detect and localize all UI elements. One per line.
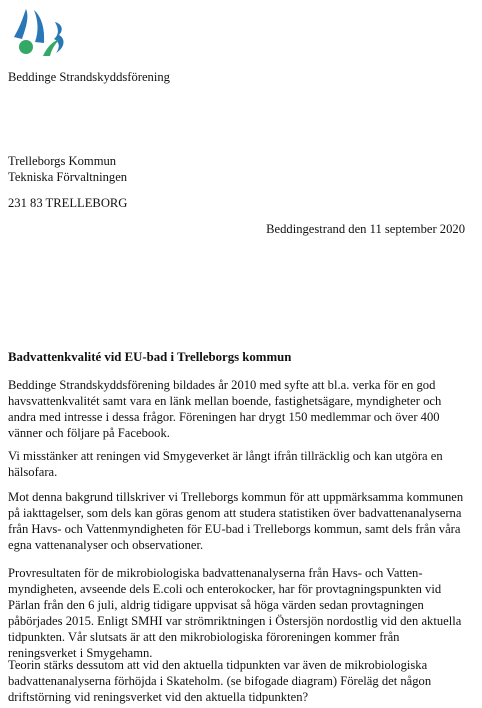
recipient-line-1: Trelleborgs Kommun xyxy=(8,154,117,168)
body-paragraph-2: Vi misstänker att reningen vid Smygeverket är långt ifrån tillräcklig och kan utgöra en hälsofara. xyxy=(8,449,443,479)
logo-blue-wave-left xyxy=(14,9,27,39)
place-and-date: Beddingestrand den 11 september 2020 xyxy=(266,222,465,236)
letter-subject: Badvattenkvalité vid EU-bad i Trelleborgs kommun xyxy=(8,350,292,364)
recipient-line-2: Tekniska Förvaltningen xyxy=(8,170,128,184)
body-paragraph-1: Beddinge Strandskyddsförening bildades år 2010 med syfte att bl.a. verka för en god havsvattenkvalitét samt vara en länk mellan boende, fastighetsägare, myndigheter och andra med intresse i dessa frågor. Föreningen har drygt 150 medlemmar och över 400 vänner och följare på Facebook. xyxy=(8,378,442,440)
logo-green-dot xyxy=(19,40,33,54)
logo-green-wave xyxy=(43,39,60,56)
body-paragraph-3: Mot denna bakgrund tillskriver vi Trelleborgs kommun för att uppmärksamma kommunen på iakttagelser, som dels kan göras genom att studera statistiken över badvattenanalyserna från Havs- och Vattenmyndigheten för EU-bad i Trelleborgs kommun, samt dels från våra egna vattenanalyser och observationer. xyxy=(8,490,464,552)
body-paragraph-5: Teorin stärks dessutom att vid den aktuella tidpunkten var även de mikrobiologiska badvattenanalyserna förhöjda i Skateholm. (se bifogade diagram) Föreläg det någon driftstörning vid reningsverket vid den aktuella tidpunkten? xyxy=(8,658,432,704)
recipient-postal-line: 231 83 TRELLEBORG xyxy=(8,196,128,210)
logo-blue-right-arc xyxy=(54,22,64,53)
association-logo xyxy=(12,8,74,58)
body-paragraph-4: Provresultaten för de mikrobiologiska badvattenanalyserna från Havs- och Vatten-myndigheten, avseende dels E.coli och enterokocker, har för provtagningspunkten vid Pärlan från den 6 juli, aldrig tidigare uppvisat så höga värden sedan provtagningen påbörjades 2015. Enligt SMHI var strömriktningen i Östersjön nordostlig vid den aktuella tidpunkten. Vår slutsats är att den mikrobiologiska föroreningen kommer från reningsverket i Smygehamn. xyxy=(8,566,462,660)
sender-name: Beddinge Strandskyddsförening xyxy=(8,70,170,84)
logo-blue-wave-right xyxy=(34,10,44,43)
